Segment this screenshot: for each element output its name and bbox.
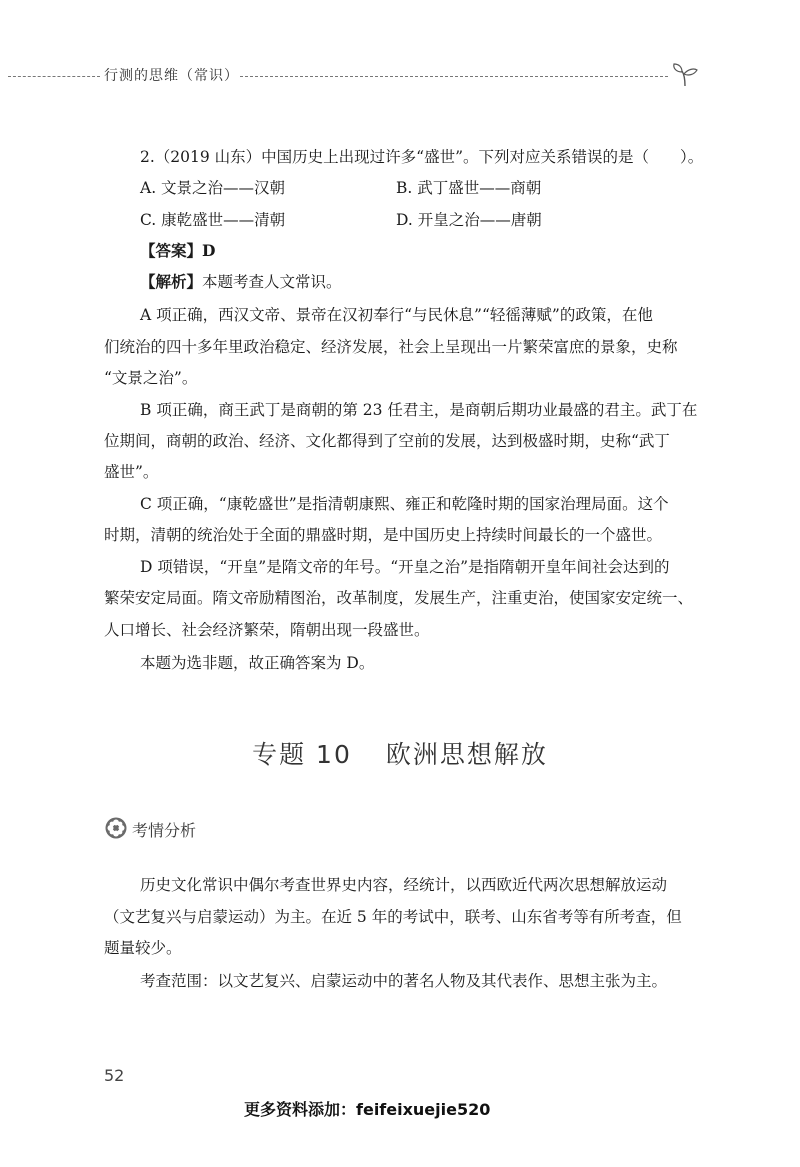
header-title: 行测的思维（常识）	[104, 68, 239, 84]
answer-line	[140, 240, 215, 262]
header-divider-right	[240, 76, 668, 77]
running-header	[0, 62, 800, 92]
explanation-line: “文景之治”。	[104, 369, 198, 387]
analysis-text-line: 历史文化常识中偶尔考查世界史内容，经统计，以西欧近代两次思想解放运动	[140, 876, 668, 894]
explanation-line: C 项正确，“康乾盛世”是指清朝康熙、雍正和乾隆时期的国家治理局面。这个	[140, 495, 669, 513]
sprout-icon	[670, 62, 700, 88]
explanation-line: 位期间，商朝的政治、经济、文化都得到了空前的发展，达到极盛时期，史称“武丁	[104, 432, 670, 450]
option-d: D. 开皇之治——唐朝	[396, 211, 542, 229]
flower-icon	[104, 816, 128, 840]
explanation-line: 时期，清朝的统治处于全面的鼎盛时期，是中国历史上持续时间最长的一个盛世。	[104, 526, 663, 544]
page-number: 52	[104, 1066, 125, 1085]
analysis-intro: 本题考查人文常识。	[202, 273, 342, 291]
explanation-line: D 项错误，“开皇”是隋文帝的年号。“开皇之治”是指隋朝开皇年间社会达到的	[140, 558, 670, 576]
conclusion-line: 本题为选非题，故正确答案为 D。	[140, 654, 375, 672]
footer-note: 更多资料添加：feifeixuejie520	[244, 1100, 491, 1119]
explanation-line: B 项正确，商王武丁是商朝的第 23 任君主，是商朝后期功业最盛的君主。武丁在	[140, 401, 698, 419]
answer-label: 【答案】	[140, 241, 203, 260]
header-divider-left	[8, 76, 100, 77]
exam-analysis-label: 考情分析	[132, 821, 197, 840]
explanation-line: A 项正确，西汉文帝、景帝在汉初奉行“与民休息”“轻徭薄赋”的政策，在他	[140, 306, 653, 324]
analysis-text-line: 考查范围：以文艺复兴、启蒙运动中的著名人物及其代表作、思想主张为主。	[140, 972, 668, 990]
option-c: C. 康乾盛世——清朝	[140, 211, 286, 229]
analysis-label: 【解析】	[140, 272, 203, 291]
explanation-line: 繁荣安定局面。隋文帝励精图治，改革制度，发展生产，注重吏治，使国家安定统一、	[104, 589, 694, 607]
analysis-line	[140, 271, 342, 293]
option-a: A. 文景之治——汉朝	[140, 179, 286, 197]
analysis-text-line: （文艺复兴与启蒙运动）为主。在近 5 年的考试中，联考、山东省考等有所考查，但	[104, 908, 682, 926]
option-b: B. 武丁盛世——商朝	[396, 179, 542, 197]
explanation-line: 人口增长、社会经济繁荣，隋朝出现一段盛世。	[104, 621, 430, 639]
explanation-line: 盛世”。	[104, 463, 159, 481]
section-number: 专题 10	[252, 740, 352, 769]
analysis-text-line: 题量较少。	[104, 939, 182, 957]
section-title	[0, 735, 800, 771]
explanation-line: 们统治的四十多年里政治稳定、经济发展，社会上呈现出一片繁荣富庶的景象，史称	[104, 338, 678, 356]
answer-value: D	[202, 241, 216, 260]
question-stem: 2.（2019 山东）中国历史上出现过许多“盛世”。下列对应关系错误的是（ ）。	[140, 148, 704, 166]
section-name: 欧洲思想解放	[385, 740, 548, 769]
